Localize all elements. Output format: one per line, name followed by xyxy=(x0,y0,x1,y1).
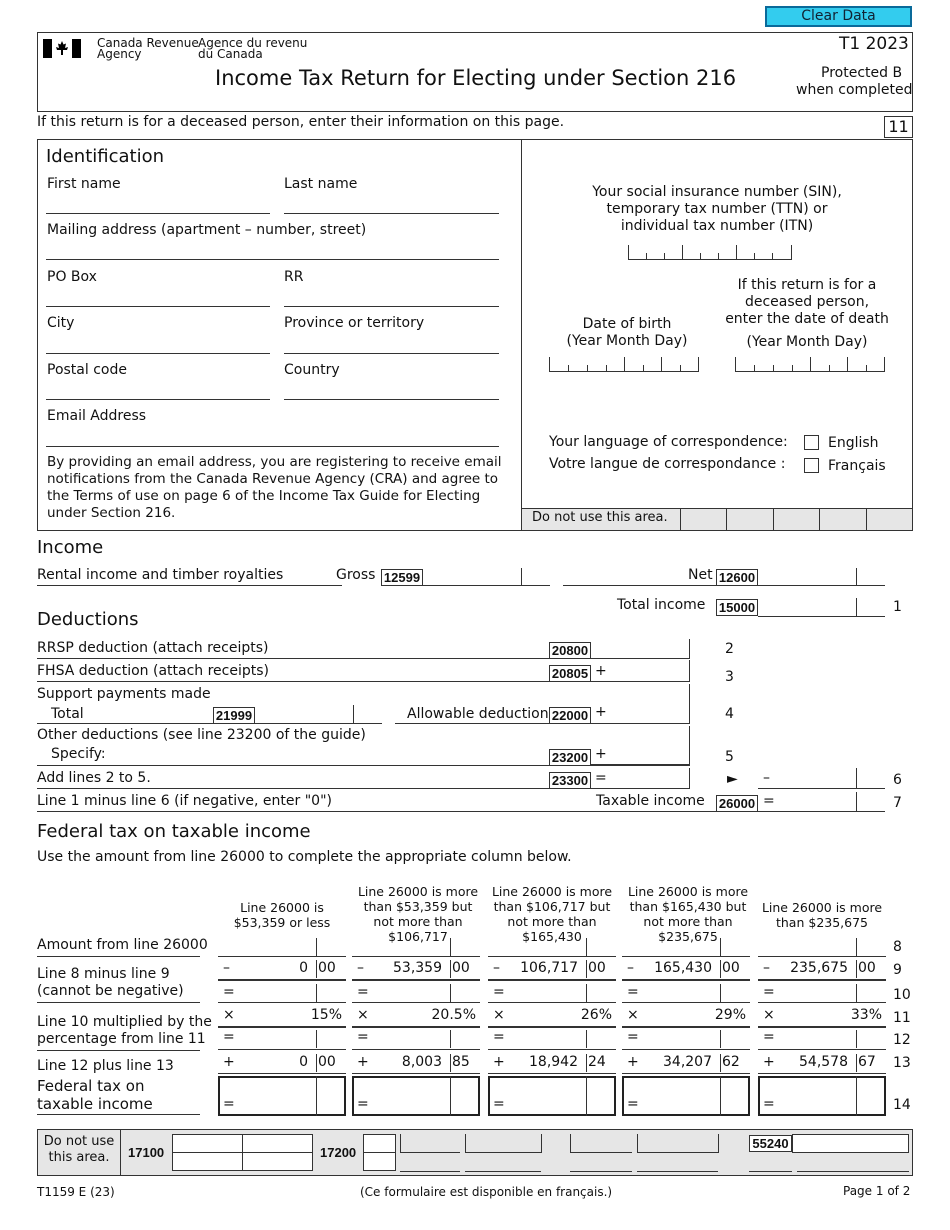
total-income-input[interactable] xyxy=(758,598,857,617)
form-year: T1 2023 xyxy=(839,34,909,54)
fhsa-code: 20805 xyxy=(549,665,591,682)
postal-field[interactable] xyxy=(46,399,270,400)
support-total-label: Total xyxy=(51,706,84,722)
po-box-label: PO Box xyxy=(47,269,97,285)
col1-row12-line xyxy=(218,1049,346,1050)
lang-label-en: Your language of correspondence: xyxy=(549,434,788,450)
col1-federal-tax-input[interactable] xyxy=(218,1076,346,1116)
col5-row13-line xyxy=(758,1073,886,1074)
col1-row9-line xyxy=(218,979,346,981)
sin-field[interactable] xyxy=(628,246,792,260)
col4-row13-line xyxy=(622,1073,750,1074)
add-minus: – xyxy=(763,770,770,786)
gross-label: Gross xyxy=(336,567,376,583)
col3-row10-line xyxy=(488,1002,616,1003)
bottom-code-2: 17200 xyxy=(320,1145,357,1160)
bottom-code-3: 55240 xyxy=(749,1135,792,1152)
row11-label-b: percentage from line 11 xyxy=(37,1031,206,1047)
col2-rate: 20.5% xyxy=(431,1007,476,1023)
add-arrow-icon: ► xyxy=(727,771,738,787)
col2-federal-tax-input[interactable] xyxy=(352,1076,480,1116)
col5-threshold-cents: 00 xyxy=(858,960,876,976)
col3-row11-line xyxy=(488,1026,616,1028)
net-label: Net xyxy=(688,567,713,583)
col4-row12-split xyxy=(720,1030,721,1048)
col3-row12-split xyxy=(586,1030,587,1048)
col1-eq14: = xyxy=(223,1096,235,1112)
page-number: Page 1 of 2 xyxy=(843,1184,911,1198)
col4-row9-split xyxy=(720,960,721,978)
postal-label: Postal code xyxy=(47,362,127,378)
col5-eq12: = xyxy=(763,1029,775,1045)
federal-instruction: Use the amount from line 26000 to complete the appropriate column below. xyxy=(37,849,572,865)
rr-label: RR xyxy=(284,269,304,285)
agency-fr-1: Agence du revenu xyxy=(198,36,308,50)
col4-row11-line xyxy=(622,1026,750,1028)
bottom-dnu-1: Do not use xyxy=(43,1134,115,1149)
row14-label-b: taxable income xyxy=(37,1095,153,1113)
col1-base-cents: 00 xyxy=(318,1054,336,1070)
gross-code: 12599 xyxy=(381,569,423,586)
federal-title: Federal tax on taxable income xyxy=(37,821,311,842)
allowable-code: 22000 xyxy=(549,707,591,724)
taxable-label: Taxable income xyxy=(596,793,705,809)
col5-times: × xyxy=(763,1007,775,1023)
add-eq: = xyxy=(595,770,607,786)
bottom-code-1: 17100 xyxy=(128,1145,165,1160)
lang-label-fr: Votre langue de correspondance : xyxy=(549,456,786,472)
agency-en-2: Agency xyxy=(97,47,142,61)
dod-label-4: (Year Month Day) xyxy=(746,334,868,350)
col4-minus: – xyxy=(627,960,634,976)
col3-row10-split xyxy=(586,984,587,1002)
line-num-9: 9 xyxy=(893,962,902,978)
col4-row8-line xyxy=(622,956,750,957)
col1-row10-split xyxy=(316,984,317,1002)
col3-amount-input[interactable] xyxy=(488,938,616,956)
dod-label-3: enter the date of death xyxy=(725,311,889,327)
col1-amount-input[interactable] xyxy=(218,938,346,956)
col4-eq14: = xyxy=(627,1096,639,1112)
col3-row12-line xyxy=(488,1049,616,1050)
country-field[interactable] xyxy=(284,399,499,400)
rr-field[interactable] xyxy=(284,306,499,307)
col5-eq10: = xyxy=(763,984,775,1000)
sin-label-3: individual tax number (ITN) xyxy=(620,218,814,234)
col2-eq14: = xyxy=(357,1096,369,1112)
deductions-title: Deductions xyxy=(37,609,139,630)
email-field[interactable] xyxy=(46,446,499,447)
col4-row10-split xyxy=(720,984,721,1002)
other-plus: + xyxy=(595,746,607,762)
last-name-label: Last name xyxy=(284,176,358,192)
taxable-input[interactable] xyxy=(758,792,857,812)
allowable-input[interactable] xyxy=(591,684,690,724)
bottom-dnu-2: this area. xyxy=(48,1150,110,1165)
col3-plus: + xyxy=(493,1054,505,1070)
col3-row8-line xyxy=(488,956,616,957)
sin-label-1: Your social insurance number (SIN), xyxy=(592,184,842,200)
line-num-12: 12 xyxy=(893,1032,911,1048)
line-5: 5 xyxy=(725,749,734,765)
deceased-note: If this return is for a deceased person, enter their information on this page. xyxy=(37,114,565,130)
po-box-field[interactable] xyxy=(46,306,270,307)
page-title: Income Tax Return for Electing under Section 216 xyxy=(215,66,737,90)
col5-federal-tax-input[interactable] xyxy=(758,1076,886,1116)
row13-label: Line 12 plus line 13 xyxy=(37,1058,174,1074)
col1-base-dollars: 0 xyxy=(299,1054,308,1070)
col3-row13-line xyxy=(488,1073,616,1074)
col4-times: × xyxy=(627,1007,639,1023)
english-checkbox[interactable] xyxy=(804,435,819,450)
col1-row13-split xyxy=(316,1054,317,1072)
net-input[interactable] xyxy=(758,568,857,586)
first-name-field[interactable] xyxy=(46,213,270,214)
dob-label-1: Date of birth xyxy=(582,316,672,332)
col2-times: × xyxy=(357,1007,369,1023)
col4-threshold-dollars: 165,430 xyxy=(654,960,712,976)
col1-eq12: = xyxy=(223,1029,235,1045)
col3-row14-split xyxy=(586,1076,587,1116)
col5-row9-split xyxy=(856,960,857,978)
support-label: Support payments made xyxy=(37,686,211,702)
row9-label-a: Line 8 minus line 9 xyxy=(37,966,170,982)
col4-row10-line xyxy=(622,1002,750,1003)
col1-threshold-dollars: 0 xyxy=(299,960,308,976)
fhsa-input[interactable] xyxy=(591,660,690,682)
col3-rate: 26% xyxy=(580,1007,612,1023)
net-code: 12600 xyxy=(716,569,758,586)
col4-rate: 29% xyxy=(714,1007,746,1023)
email-label: Email Address xyxy=(47,408,147,424)
col2-eq10: = xyxy=(357,984,369,1000)
identification-title: Identification xyxy=(46,146,165,167)
col1-row12-split xyxy=(316,1030,317,1048)
col1-plus: + xyxy=(223,1054,235,1070)
column-header-1: Line 26000 is $53,359 or less xyxy=(233,900,331,930)
col5-row14-split xyxy=(856,1076,857,1116)
column-header-5: Line 26000 is more than $235,675 xyxy=(761,900,883,930)
income-title: Income xyxy=(37,537,104,558)
col5-plus: + xyxy=(763,1054,775,1070)
col2-row10-split xyxy=(450,984,451,1002)
protected-label-1: Protected B xyxy=(821,65,903,81)
col2-row10-line xyxy=(352,1002,480,1003)
line-num-11: 11 xyxy=(893,1010,911,1026)
country-label: Country xyxy=(284,362,340,378)
col1-row10-line xyxy=(218,1002,346,1003)
line6-input[interactable] xyxy=(758,768,857,789)
form-id: T1159 E (23) xyxy=(37,1185,115,1199)
add-input[interactable] xyxy=(591,768,690,789)
fhsa-label: FHSA deduction (attach receipts) xyxy=(37,663,269,679)
agency-fr-2: du Canada xyxy=(198,47,263,61)
agency-en-1: Canada Revenue xyxy=(97,36,199,50)
total-income-code: 15000 xyxy=(716,599,758,616)
col2-minus: – xyxy=(357,960,364,976)
col2-base-dollars: 8,003 xyxy=(401,1054,442,1070)
total-income-label: Total income xyxy=(617,597,706,613)
line-num-14: 14 xyxy=(893,1097,911,1113)
protected-label-2: when completed xyxy=(796,82,913,98)
col5-row12-split xyxy=(856,1030,857,1048)
col4-row13-split xyxy=(720,1054,721,1072)
french-checkbox[interactable] xyxy=(804,458,819,473)
sin-label-2: temporary tax number (TTN) or xyxy=(606,201,828,217)
col3-row9-line xyxy=(488,979,616,981)
col4-federal-tax-input[interactable] xyxy=(622,1076,750,1116)
city-label: City xyxy=(47,315,75,331)
col3-federal-tax-input[interactable] xyxy=(488,1076,616,1116)
col4-base-cents: 62 xyxy=(722,1054,740,1070)
col5-row9-line xyxy=(758,979,886,981)
col4-amount-input[interactable] xyxy=(622,938,750,956)
col2-row14-split xyxy=(450,1076,451,1116)
col2-threshold-dollars: 53,359 xyxy=(393,960,442,976)
row9-label-b: (cannot be negative) xyxy=(37,983,184,999)
col4-row12-line xyxy=(622,1049,750,1050)
specify-label: Specify: xyxy=(51,746,106,762)
col3-threshold-cents: 00 xyxy=(588,960,606,976)
col5-row12-line xyxy=(758,1049,886,1050)
col5-rate: 33% xyxy=(850,1007,882,1023)
other-input[interactable] xyxy=(591,726,690,766)
line-num-10: 10 xyxy=(893,987,911,1003)
col2-eq12: = xyxy=(357,1029,369,1045)
col5-row13-split xyxy=(856,1054,857,1072)
allowable-label: Allowable deduction xyxy=(407,706,549,722)
email-note: By providing an email address, you are registering to receive email notifications from the Canada Revenue Agency (CRA) and agree to the Terms of use on page 6 of the Income Tax Guide for Electing under Section 216. xyxy=(47,454,502,521)
other-label: Other deductions (see line 23200 of the guide) xyxy=(37,727,366,743)
taxable-code: 26000 xyxy=(716,795,758,812)
do-not-use-label: Do not use this area. xyxy=(532,510,668,525)
line-4: 4 xyxy=(725,706,734,722)
last-name-field[interactable] xyxy=(284,213,499,214)
col4-base-dollars: 34,207 xyxy=(663,1054,712,1070)
add-code: 23300 xyxy=(549,772,591,789)
first-name-label: First name xyxy=(47,176,121,192)
column-header-3: Line 26000 is more than $106,717 but not more than $165,430 xyxy=(491,884,613,944)
rrsp-input[interactable] xyxy=(591,639,690,659)
clear-data-button[interactable]: Clear Data xyxy=(765,6,912,27)
line-1: 1 xyxy=(893,599,902,615)
col2-row9-line xyxy=(352,979,480,981)
support-total-code: 21999 xyxy=(213,707,255,724)
line-3: 3 xyxy=(725,669,734,685)
dob-label-2: (Year Month Day) xyxy=(566,333,688,349)
col2-row9-split xyxy=(450,960,451,978)
rrsp-label: RRSP deduction (attach receipts) xyxy=(37,640,269,656)
minus-label: Line 1 minus line 6 (if negative, enter "0") xyxy=(37,793,332,809)
other-code: 23200 xyxy=(549,749,591,766)
col5-base-dollars: 54,578 xyxy=(799,1054,848,1070)
col1-threshold-cents: 00 xyxy=(318,960,336,976)
col3-row13-split xyxy=(586,1054,587,1072)
col3-minus: – xyxy=(493,960,500,976)
col3-eq14: = xyxy=(493,1096,505,1112)
province-label: Province or territory xyxy=(284,315,425,331)
line-num-13: 13 xyxy=(893,1055,911,1071)
mailing-label: Mailing address (apartment – number, street) xyxy=(47,222,367,238)
allowable-plus: + xyxy=(595,704,607,720)
col3-times: × xyxy=(493,1007,505,1023)
col5-minus: – xyxy=(763,960,770,976)
col1-row11-line xyxy=(218,1026,346,1028)
col5-amount-input[interactable] xyxy=(758,938,886,956)
col1-minus: – xyxy=(223,960,230,976)
dod-field[interactable] xyxy=(735,358,885,372)
col1-times: × xyxy=(223,1007,235,1023)
english-label: English xyxy=(828,435,879,451)
line-num-8: 8 xyxy=(893,939,902,955)
col4-row9-line xyxy=(622,979,750,981)
col5-row11-line xyxy=(758,1026,886,1028)
row11-label-a: Line 10 multiplied by the xyxy=(37,1014,212,1030)
row14-label-a: Federal tax on xyxy=(37,1077,145,1095)
col2-row12-line xyxy=(352,1049,480,1050)
col4-threshold-cents: 00 xyxy=(722,960,740,976)
col1-rate: 15% xyxy=(310,1007,342,1023)
line-6: 6 xyxy=(893,772,902,788)
col3-eq10: = xyxy=(493,984,505,1000)
col1-row9-split xyxy=(316,960,317,978)
col5-row8-line xyxy=(758,956,886,957)
canada-flag-icon xyxy=(43,39,81,58)
taxable-eq: = xyxy=(763,793,775,809)
col3-threshold-dollars: 106,717 xyxy=(520,960,578,976)
col5-eq14: = xyxy=(763,1096,775,1112)
column-header-2: Line 26000 is more than $53,359 but not more than $106,717 xyxy=(357,884,479,944)
col5-threshold-dollars: 235,675 xyxy=(790,960,848,976)
col5-row10-split xyxy=(856,984,857,1002)
line-2: 2 xyxy=(725,641,734,657)
col1-row8-line xyxy=(218,956,346,957)
col2-row8-line xyxy=(352,956,480,957)
dod-label-1: If this return is for a xyxy=(737,277,877,293)
dod-label-2: deceased person, xyxy=(744,294,870,310)
col2-row12-split xyxy=(450,1030,451,1048)
col3-row9-split xyxy=(586,960,587,978)
rrsp-code: 20800 xyxy=(549,642,591,659)
col4-eq10: = xyxy=(627,984,639,1000)
line-7: 7 xyxy=(893,795,902,811)
col3-base-dollars: 18,942 xyxy=(529,1054,578,1070)
col3-base-cents: 24 xyxy=(588,1054,606,1070)
col3-eq12: = xyxy=(493,1029,505,1045)
col2-amount-input[interactable] xyxy=(352,938,480,956)
support-total-input[interactable] xyxy=(255,705,354,724)
city-field[interactable] xyxy=(46,353,270,354)
add-label: Add lines 2 to 5. xyxy=(37,770,151,786)
col2-base-cents: 85 xyxy=(452,1054,470,1070)
french-label: Français xyxy=(828,458,886,474)
col2-row11-line xyxy=(352,1026,480,1028)
fhsa-plus: + xyxy=(595,663,607,679)
col5-base-cents: 67 xyxy=(858,1054,876,1070)
col1-eq10: = xyxy=(223,984,235,1000)
gross-input[interactable] xyxy=(423,568,522,586)
col2-row13-line xyxy=(352,1073,480,1074)
col2-row13-split xyxy=(450,1054,451,1072)
mailing-field[interactable] xyxy=(46,259,499,260)
province-field[interactable] xyxy=(284,353,499,354)
page-code-box: 11 xyxy=(884,116,913,138)
col2-plus: + xyxy=(357,1054,369,1070)
col4-eq12: = xyxy=(627,1029,639,1045)
col5-row10-line xyxy=(758,1002,886,1003)
col1-row13-line xyxy=(218,1073,346,1074)
col4-row14-split xyxy=(720,1076,721,1116)
french-note: (Ce formulaire est disponible en français.) xyxy=(360,1185,613,1199)
dob-field[interactable] xyxy=(549,358,699,372)
col4-plus: + xyxy=(627,1054,639,1070)
col2-threshold-cents: 00 xyxy=(452,960,470,976)
row8-label: Amount from line 26000 xyxy=(37,937,208,953)
col1-row14-split xyxy=(316,1076,317,1116)
rental-label: Rental income and timber royalties xyxy=(37,567,284,583)
column-header-4: Line 26000 is more than $165,430 but not more than $235,675 xyxy=(627,884,749,944)
